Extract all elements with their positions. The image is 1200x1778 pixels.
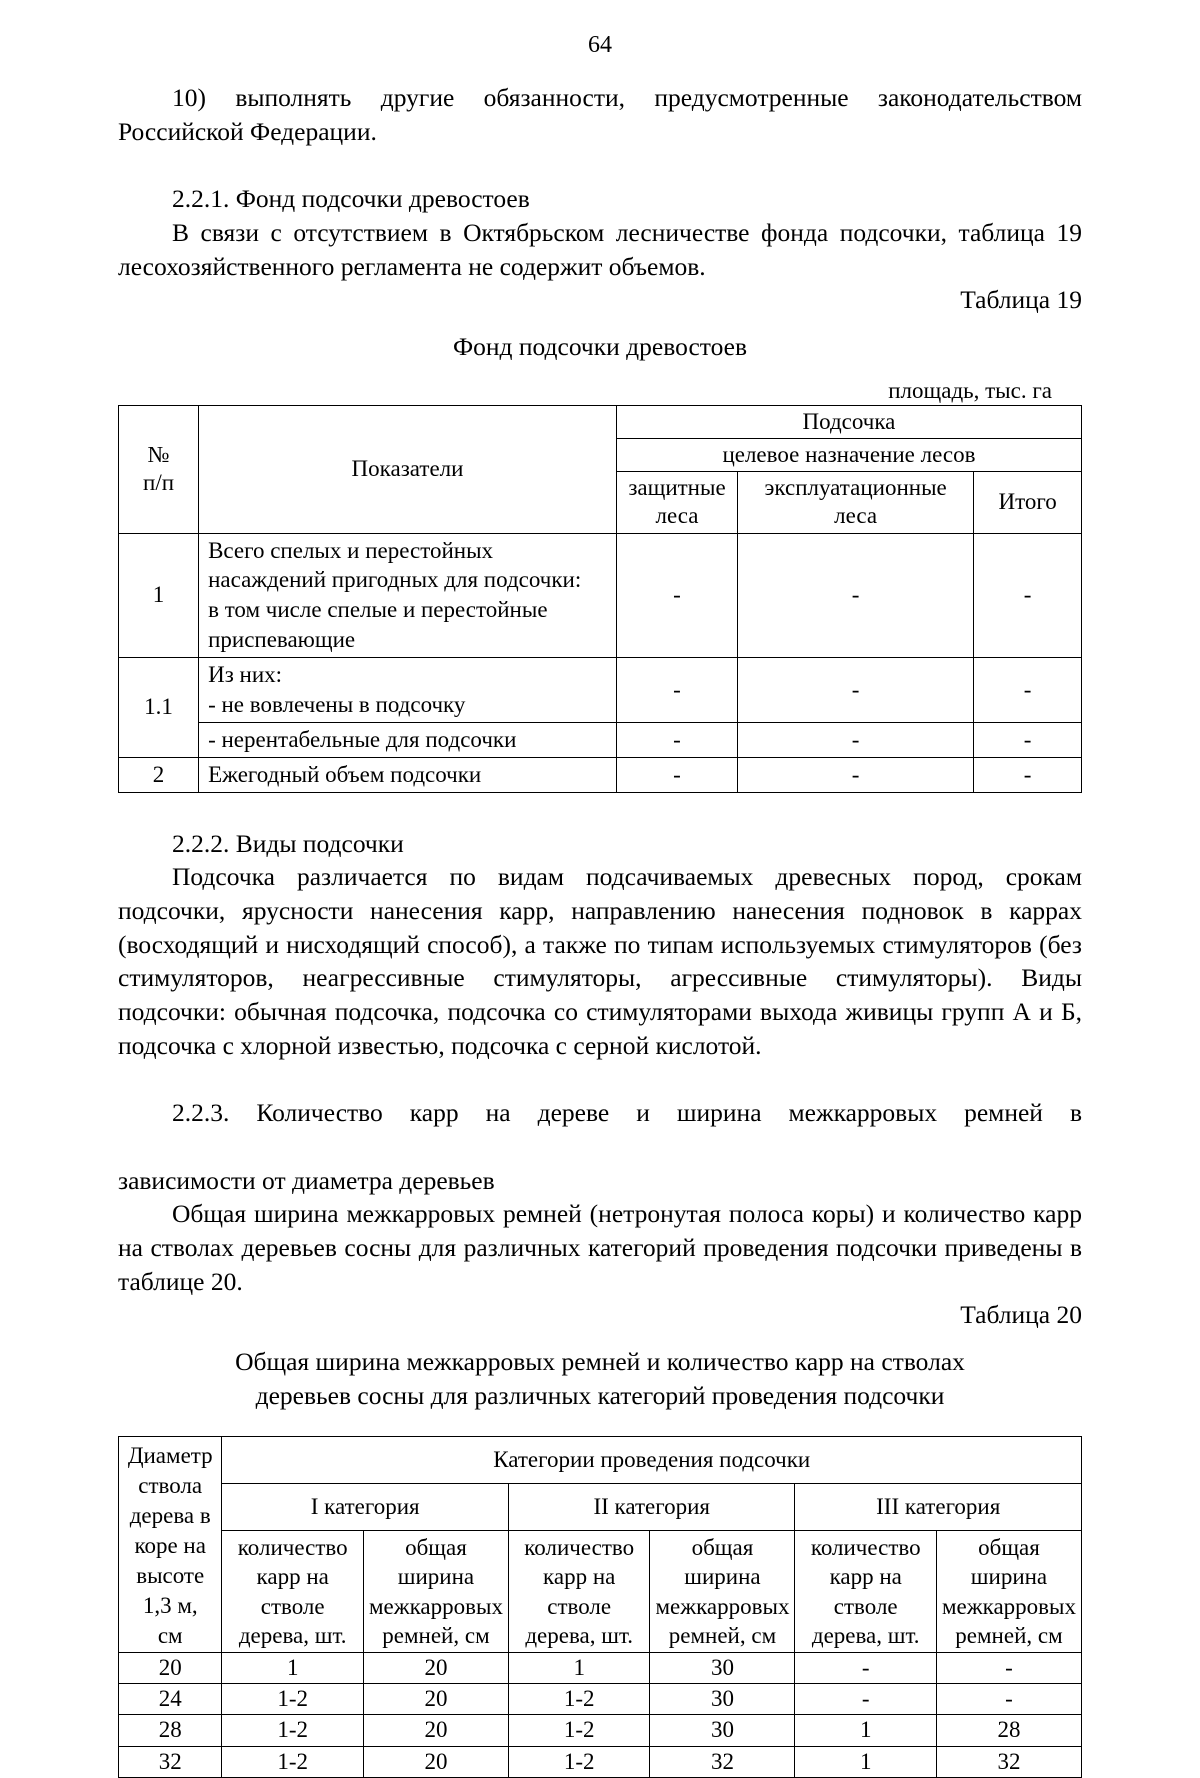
table20-header-cat2-width-line-1: общая xyxy=(691,1534,754,1560)
heading-2-2-1: 2.2.1. Фонд подсочки древостоев xyxy=(172,184,530,214)
table20-header-cat1-count-line-4: дерева, шт. xyxy=(238,1622,347,1648)
table19-header-protective xyxy=(616,472,737,533)
table20-header-cat3-width-line-4: ремней, см xyxy=(955,1622,1063,1648)
table20-caption-line2: деревьев сосны для различных категорий проведения подсочки xyxy=(255,1380,945,1410)
table20-header-row-3 xyxy=(119,1530,1082,1653)
table20-header-cat1-width-line-1: общая xyxy=(405,1534,467,1560)
table19-row-indicator xyxy=(199,658,617,723)
table19-row-total: - xyxy=(974,757,1082,792)
table20-row-cat2-count: 1-2 xyxy=(508,1715,650,1746)
table20-row-cat1-count: 1-2 xyxy=(222,1684,364,1715)
table19-row-indicator-line-1: Всего спелых и перестойных xyxy=(208,537,494,563)
table20-row-cat3-count: 1 xyxy=(795,1715,937,1746)
table20-header-diameter-line-6: 1,3 м, xyxy=(142,1592,198,1618)
heading-2-2-3-line2: зависимости от диаметра деревьев xyxy=(118,1165,495,1195)
table20-header-diameter-line-1: Диаметр xyxy=(127,1443,213,1469)
table19-row-protective: - xyxy=(616,757,737,792)
table20-header-cat1-count-line-3: стволе xyxy=(260,1593,325,1619)
heading-2-2-3-line1: 2.2.3. Количество карр на дереве и ширина межкарровых ремней в xyxy=(172,1098,1082,1128)
table19-header-indicators: Показатели xyxy=(199,406,617,533)
table19-row-operational: - xyxy=(738,658,974,723)
table20-header-group-top: Категории проведения подсочки xyxy=(222,1437,1082,1484)
table20-row-cat2-width: 30 xyxy=(650,1653,795,1684)
table20-header-cat2-count-line-3: стволе xyxy=(547,1593,612,1619)
table20-header-cat3: III категория xyxy=(795,1483,1082,1530)
table20-row-cat2-width: 30 xyxy=(650,1684,795,1715)
table20-header-cat2-count-line-2: карр на xyxy=(543,1564,616,1590)
table20-header-diameter-line-7: см xyxy=(157,1622,183,1648)
table-row xyxy=(119,658,1082,723)
table20-header-cat3-count-line-2: карр на xyxy=(829,1564,902,1590)
table19-row-operational: - xyxy=(738,533,974,658)
table20-header-cat2-count xyxy=(508,1530,650,1653)
table20-row-cat3-count: - xyxy=(795,1684,937,1715)
table20-header-cat3-count-line-3: стволе xyxy=(833,1593,898,1619)
page-number: 64 xyxy=(588,32,612,58)
table20-header-cat1-width-line-3: межкарровых xyxy=(368,1593,503,1619)
table19-row-indicator-line-1: Ежегодный объем подсочки xyxy=(208,761,482,787)
table19-row-indicator-line-2: - не вовлечены в подсочку xyxy=(208,691,466,717)
table19-body xyxy=(119,533,1082,792)
paragraph-belt-width: Общая ширина межкарровых ремней (нетронутая полоса коры) и количество карр на стволах деревьев сосны для различных категорий проведения подсочки приведены в таблице 20. xyxy=(118,1199,1082,1296)
paragraph-types-of-tapping: Подсочка различается по видам подсачиваемых древесных пород, срокам подсочки, ярусности нанесения карр, направлению нанесения подновок в каррах (восходящий и нисходящий способ), а также по типам используемых стимуляторов (без стимуляторов, неагрессивные стимуляторы, агрессивные стимуляторы). Виды подсочки: обычная подсочка, подсочка со стимуляторами выхода живицы групп А и Б, подсочка с хлорной известью, подсочка с серной кислотой. xyxy=(118,862,1082,1060)
table20-header-cat2-count-line-1: количество xyxy=(524,1534,635,1560)
table20-row-diameter: 32 xyxy=(119,1746,222,1777)
table20-header-cat2-width-line-3: межкарровых xyxy=(655,1593,790,1619)
table20-row-diameter: 24 xyxy=(119,1684,222,1715)
paragraph-no-fund: В связи с отсутствием в Октябрьском лесничестве фонда подсочки, таблица 19 лесохозяйственного регламента не содержит объемов. xyxy=(118,217,1082,281)
table19-row-num: 1 xyxy=(119,533,199,658)
table20-row-diameter: 28 xyxy=(119,1715,222,1746)
table20-row-cat1-count: 1-2 xyxy=(222,1746,364,1777)
table20-row-cat2-count: 1-2 xyxy=(508,1684,650,1715)
table20-header-row-1 xyxy=(119,1437,1082,1484)
table19-row-num: 2 xyxy=(119,757,199,792)
table20-row-cat1-width: 20 xyxy=(363,1684,508,1715)
table20-caption-line1: Общая ширина межкарровых ремней и количество карр на стволах xyxy=(235,1346,965,1376)
table19-header-num-line2: п/п xyxy=(143,470,175,496)
table-row xyxy=(119,1653,1082,1684)
table20-number: Таблица 20 xyxy=(960,1300,1082,1330)
table20-header-diameter-line-3: дерева в xyxy=(129,1502,211,1528)
table20-row-cat2-width: 30 xyxy=(650,1715,795,1746)
table-row xyxy=(119,722,1082,757)
table-row xyxy=(119,1715,1082,1746)
table20-row-cat2-count: 1 xyxy=(508,1653,650,1684)
table20-header-diameter-line-2: ствола xyxy=(138,1473,203,1499)
table20-row-cat3-width: 28 xyxy=(936,1715,1081,1746)
table20-row-cat3-count: - xyxy=(795,1653,937,1684)
heading-2-2-2: 2.2.2. Виды подсочки xyxy=(172,828,404,858)
table20-row-cat1-count: 1-2 xyxy=(222,1715,364,1746)
table-row xyxy=(119,1684,1082,1715)
table20-row-diameter: 20 xyxy=(119,1653,222,1684)
table20-row-cat2-count: 1-2 xyxy=(508,1746,650,1777)
table19-row-total: - xyxy=(974,658,1082,723)
table19-header-num-line1: № xyxy=(147,442,170,468)
table20-header-cat1-width-line-2: ширина xyxy=(397,1564,475,1590)
table20-header-cat3-width-line-1: общая xyxy=(978,1534,1040,1560)
table19-header-operational-line2: леса xyxy=(834,503,878,529)
table20-header-diameter-line-5: высоте xyxy=(136,1562,205,1588)
table19-row-protective: - xyxy=(616,533,737,658)
table20-header-cat3-width-line-3: межкарровых xyxy=(941,1593,1076,1619)
table20-header-diameter-line-4: коре на xyxy=(134,1532,206,1558)
table20-header-diameter xyxy=(119,1437,222,1653)
table19-row-indicator-line-3: в том числе спелые и перестойные xyxy=(208,597,548,623)
table20 xyxy=(118,1436,1082,1777)
table20-row-cat3-count: 1 xyxy=(795,1746,937,1777)
table20-header-cat3-count-line-4: дерева, шт. xyxy=(811,1622,920,1648)
table19-row-indicator-line-1: - нерентабельные для подсочки xyxy=(208,726,517,752)
table20-row-cat1-count: 1 xyxy=(222,1653,364,1684)
table20-row-cat3-width: 32 xyxy=(936,1746,1081,1777)
table20-row-cat3-width: - xyxy=(936,1653,1081,1684)
table19-header-group-top: Подсочка xyxy=(616,406,1081,439)
table20-header-cat1-count-line-2: карр на xyxy=(256,1564,329,1590)
table20-row-cat1-width: 20 xyxy=(363,1746,508,1777)
table20-header-cat2-count-line-4: дерева, шт. xyxy=(525,1622,634,1648)
table20-header-cat1: I категория xyxy=(222,1483,509,1530)
table19-header-total: Итого xyxy=(974,472,1082,533)
table19-row-total: - xyxy=(974,722,1082,757)
table19-row-operational: - xyxy=(738,722,974,757)
table19-row-protective: - xyxy=(616,658,737,723)
table19-header-protective-line2: леса xyxy=(655,503,699,529)
table19-header-num xyxy=(119,406,199,533)
table20-header-cat1-count-line-1: количество xyxy=(237,1534,348,1560)
table20-header-cat3-width xyxy=(936,1530,1081,1653)
table19 xyxy=(118,405,1082,792)
table19-header-operational xyxy=(738,472,974,533)
paragraph-obligations: 10) выполнять другие обязанности, предусмотренные законодательством Российской Федерации. xyxy=(118,83,1082,146)
table19-header-operational-line1: эксплуатационные xyxy=(764,475,947,501)
table19-row-indicator xyxy=(199,757,617,792)
table20-header-cat1-count xyxy=(222,1530,364,1653)
table19-caption: Фонд подсочки древостоев xyxy=(452,331,747,361)
table20-header-cat1-width-line-4: ремней, см xyxy=(382,1622,490,1648)
table20-header-cat2-width xyxy=(650,1530,795,1653)
table20-header-cat3-count-line-1: количество xyxy=(810,1534,921,1560)
table20-header-cat2-width-line-4: ремней, см xyxy=(668,1622,777,1648)
table20-body xyxy=(119,1653,1082,1777)
table-row xyxy=(119,1746,1082,1777)
table19-row-total: - xyxy=(974,533,1082,658)
table19-row-num: 1.1 xyxy=(119,658,199,758)
table19-header-row-1 xyxy=(119,406,1082,439)
table20-header-cat2-width-line-2: ширина xyxy=(684,1564,761,1590)
table-row xyxy=(119,533,1082,658)
table19-row-protective: - xyxy=(616,722,737,757)
table20-header-cat3-count xyxy=(795,1530,937,1653)
table20-header-cat3-width-line-2: ширина xyxy=(970,1564,1048,1590)
table20-header-cat2: II категория xyxy=(508,1483,795,1530)
table-row xyxy=(119,757,1082,792)
table20-header-row-2 xyxy=(119,1483,1082,1530)
page-content xyxy=(118,0,1082,1778)
table19-row-indicator-line-1: Из них: xyxy=(208,662,283,688)
table19-header-protective-line1: защитные xyxy=(628,475,726,501)
table19-row-indicator xyxy=(199,722,617,757)
table19-units: площадь, тыс. га xyxy=(888,377,1052,403)
table19-number: Таблица 19 xyxy=(960,285,1082,315)
table19-row-operational: - xyxy=(738,757,974,792)
table20-header-cat1-width xyxy=(363,1530,508,1653)
table20-row-cat1-width: 20 xyxy=(363,1715,508,1746)
table20-row-cat1-width: 20 xyxy=(363,1653,508,1684)
table20-row-cat3-width: - xyxy=(936,1684,1081,1715)
table19-row-indicator-line-4: приспевающие xyxy=(208,627,356,653)
table19-row-indicator xyxy=(199,533,617,658)
table19-header-group-mid: целевое назначение лесов xyxy=(616,439,1081,472)
table19-row-indicator-line-2: насаждений пригодных для подсочки: xyxy=(208,567,582,593)
table20-row-cat2-width: 32 xyxy=(650,1746,795,1777)
